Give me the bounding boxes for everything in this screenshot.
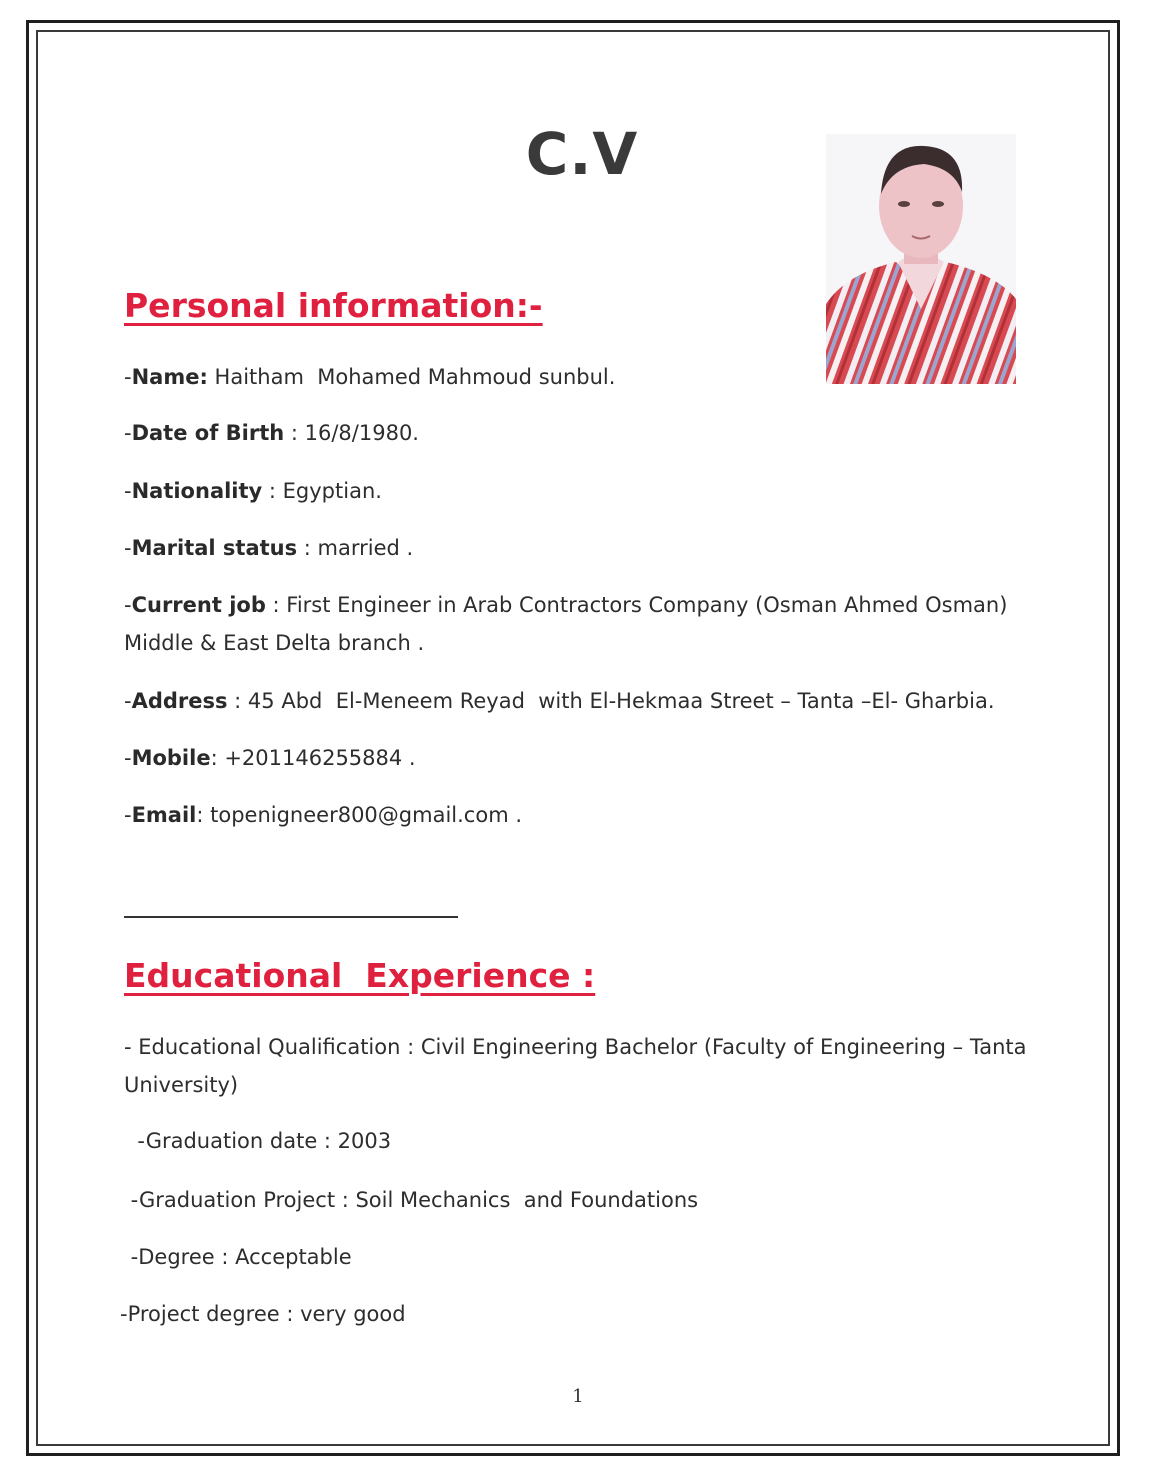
profile-photo	[826, 134, 1016, 384]
address-value: : 45 Abd El-Meneem Reyad with El-Hekmaa Street – Tanta –El- Gharbia.	[227, 689, 995, 713]
mobile-label: Mobile	[131, 746, 211, 770]
marital-value: : married .	[297, 536, 414, 560]
email-label: Email	[131, 803, 197, 827]
address-label: Address	[131, 689, 228, 713]
nationality-value: : Egyptian.	[262, 479, 382, 503]
email-value: : topenigneer800@gmail.com .	[196, 803, 522, 827]
name-value: Haitham Mohamed Mahmoud sunbul.	[207, 365, 616, 389]
mobile-value: : +201146255884 .	[210, 746, 416, 770]
email-row: -Email: topenigneer800@gmail.com .	[124, 803, 522, 827]
name-prefix: -	[124, 365, 132, 389]
education-qualification: - Educational Qualification : Civil Engineering Bachelor (Faculty of Engineering – Tanta University)	[124, 1035, 1027, 1097]
name-row	[124, 358, 615, 396]
education-heading: Educational Experience :	[124, 956, 596, 995]
profile-photo-illustration	[826, 134, 1016, 384]
degree: -Degree : Acceptable	[124, 1245, 352, 1269]
dob-value: : 16/8/1980.	[284, 421, 419, 445]
job-label: Current job	[131, 593, 266, 617]
page-number: 1	[572, 1386, 584, 1407]
mobile-row: -Mobile: +201146255884 .	[124, 746, 416, 770]
nationality-row: -Nationality : Egyptian.	[124, 479, 382, 503]
address-row: -Address : 45 Abd El-Meneem Reyad with El-Hekmaa Street – Tanta –El- Gharbia.	[124, 689, 995, 713]
dob-row: -Date of Birth : 16/8/1980.	[124, 421, 419, 445]
job-row: -Current job : First Engineer in Arab Contractors Company (Osman Ahmed Osman) Middle & East Delta branch .	[124, 593, 1008, 655]
job-value: : First Engineer in Arab Contractors Company (Osman Ahmed Osman) Middle & East Delta branch .	[124, 593, 1008, 655]
graduation-date: -Graduation date : 2003	[124, 1129, 392, 1153]
nationality-label: Nationality	[131, 479, 263, 503]
dob-label: Date of Birth	[131, 421, 285, 445]
name-label: Name:	[131, 365, 208, 389]
project-degree: -Project degree : very good	[120, 1302, 406, 1326]
marital-label: Marital status	[131, 536, 298, 560]
personal-info-heading: Personal information:-	[124, 286, 543, 325]
graduation-project: -Graduation Project : Soil Mechanics and Foundations	[124, 1188, 699, 1212]
marital-row: -Marital status : married .	[124, 536, 414, 560]
cv-title: C.V	[525, 120, 639, 188]
section-divider	[124, 916, 458, 918]
